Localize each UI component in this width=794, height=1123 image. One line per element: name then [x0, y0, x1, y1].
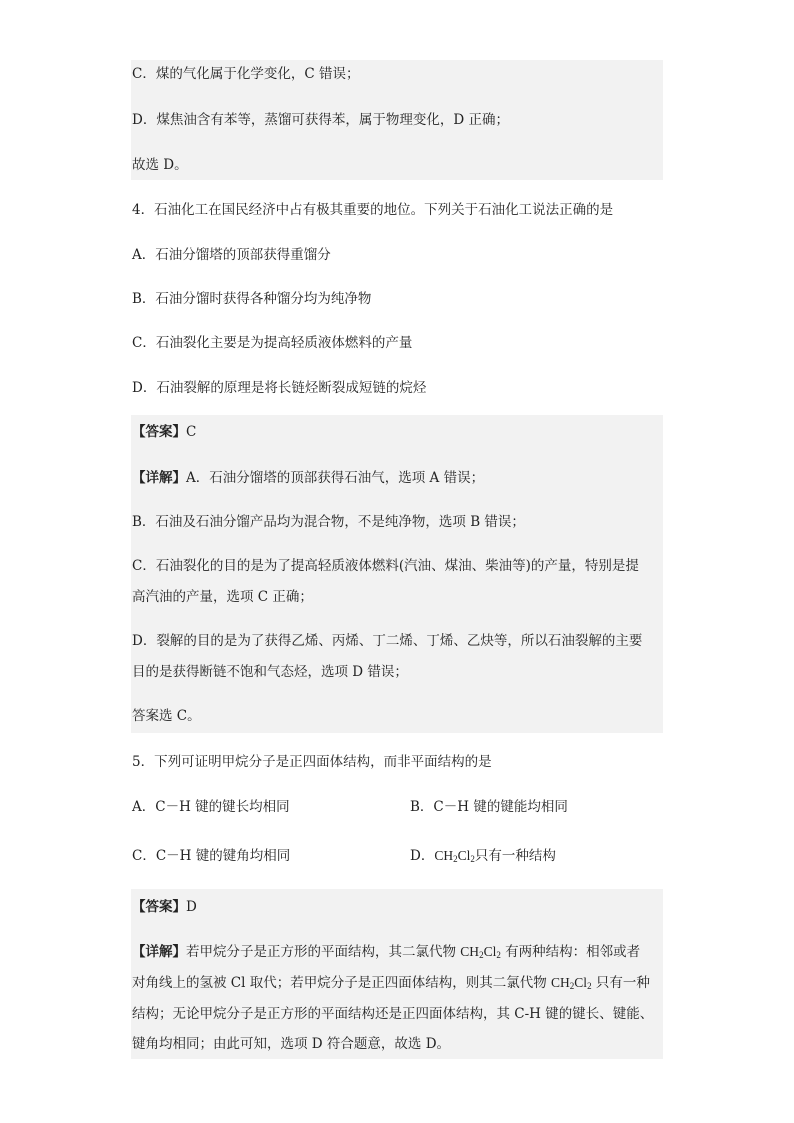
q4-option-b: B．石油分馏时获得各种馏分均为纯净物	[132, 291, 372, 307]
q5-detail-4: 键角均相同；由此可知，选项 D 符合题意，故选 D。	[132, 1036, 451, 1052]
q5-option-d	[410, 846, 556, 866]
q5-option-d-suffix: 只有一种结构	[474, 848, 556, 864]
formula-subscript: 2	[453, 854, 458, 864]
q5-answer	[132, 897, 197, 917]
q5-answer-value: D	[186, 899, 197, 915]
q5-detail-tag: 【详解】	[132, 944, 186, 960]
q5-option-d-formula	[434, 848, 475, 863]
q4-option-c: C．石油裂化主要是为提高轻质液体燃料的产量	[132, 335, 413, 351]
q5-answer-tag: 【答案】	[132, 899, 186, 915]
q4-detail-b: B．石油及石油分馏产品均为混合物，不是纯净物，选项 B 错误；	[132, 514, 525, 530]
q5-option-b: B．C－H 键的键能均相同	[410, 799, 568, 815]
formula-part: CH	[460, 944, 480, 959]
prev-conclusion: 故选 D。	[132, 157, 188, 173]
q5-option-c: C．C－H 键的键角均相同	[132, 848, 291, 864]
formula-part: Cl	[457, 848, 471, 863]
formula-subscript: 2	[479, 950, 484, 960]
prev-explanation-c: C．煤的气化属于化学变化，C 错误；	[132, 66, 360, 82]
formula-ch2cl2	[460, 944, 501, 959]
formula-subscript: 2	[470, 854, 475, 864]
q4-detail-c-1: C．石油裂化的目的是为了提高轻质液体燃料(汽油、煤油、柴油等)的产量，特别是提	[132, 558, 639, 574]
q5-detail-1	[132, 942, 640, 962]
q4-stem: 4．石油化工在国民经济中占有极其重要的地位。下列关于石油化工说法正确的是	[132, 202, 614, 218]
q4-answer	[132, 422, 196, 442]
q5-detail-2b: 只有一种	[591, 975, 650, 991]
formula-subscript: 2	[569, 981, 575, 991]
formula-part: CH	[434, 848, 454, 863]
q4-detail-a	[132, 468, 484, 488]
formula-part: Cl	[483, 944, 497, 959]
prev-explanation-d: D．煤焦油含有苯等，蒸馏可获得苯，属于物理变化，D 正确；	[132, 112, 509, 128]
q4-option-d: D．石油裂解的原理是将长链烃断裂成短链的烷烃	[132, 380, 427, 396]
q4-detail-d-2: 目的是获得断链不饱和气态烃，选项 D 错误；	[132, 664, 408, 680]
q5-detail-1a: 若甲烷分子是正方形的平面结构，其二氯代物	[186, 944, 461, 960]
q4-detail-c-2: 高汽油的产量，选项 C 正确；	[132, 589, 313, 605]
q4-conclusion: 答案选 C。	[132, 708, 201, 724]
q5-detail-2	[132, 973, 650, 993]
q5-detail-1b: 有两种结构：相邻或者	[500, 944, 641, 960]
q4-answer-tag: 【答案】	[132, 424, 186, 440]
formula-subscript: 2	[587, 981, 592, 991]
formula-part: CH	[551, 975, 570, 990]
formula-subscript: 2	[496, 950, 501, 960]
formula-part: Cl	[574, 975, 588, 990]
formula-ch2cl2	[551, 975, 592, 990]
q4-detail-a-text: A．石油分馏塔的顶部获得石油气，选项 A 错误；	[186, 470, 485, 486]
q5-option-d-prefix: D．	[410, 848, 435, 864]
q5-stem: 5．下列可证明甲烷分子是正四面体结构，而非平面结构的是	[132, 754, 492, 770]
q5-detail-3: 结构；无论甲烷分子是正方形的平面结构还是正四面体结构，其 C-H 键的键长、键能、	[132, 1006, 654, 1022]
q4-answer-value: C	[186, 424, 197, 440]
q4-detail-d-1: D．裂解的目的是为了获得乙烯、丙烯、丁二烯、丁烯、乙炔等，所以石油裂解的主要	[132, 633, 643, 649]
q5-detail-2a: 对角线上的氢被 Cl 取代；若甲烷分子是正四面体结构，则其二氯代物	[132, 975, 552, 991]
q5-option-a: A．C－H 键的键长均相同	[132, 799, 290, 815]
q4-detail-tag: 【详解】	[132, 470, 186, 486]
q4-option-a: A．石油分馏塔的顶部获得重馏分	[132, 247, 331, 263]
